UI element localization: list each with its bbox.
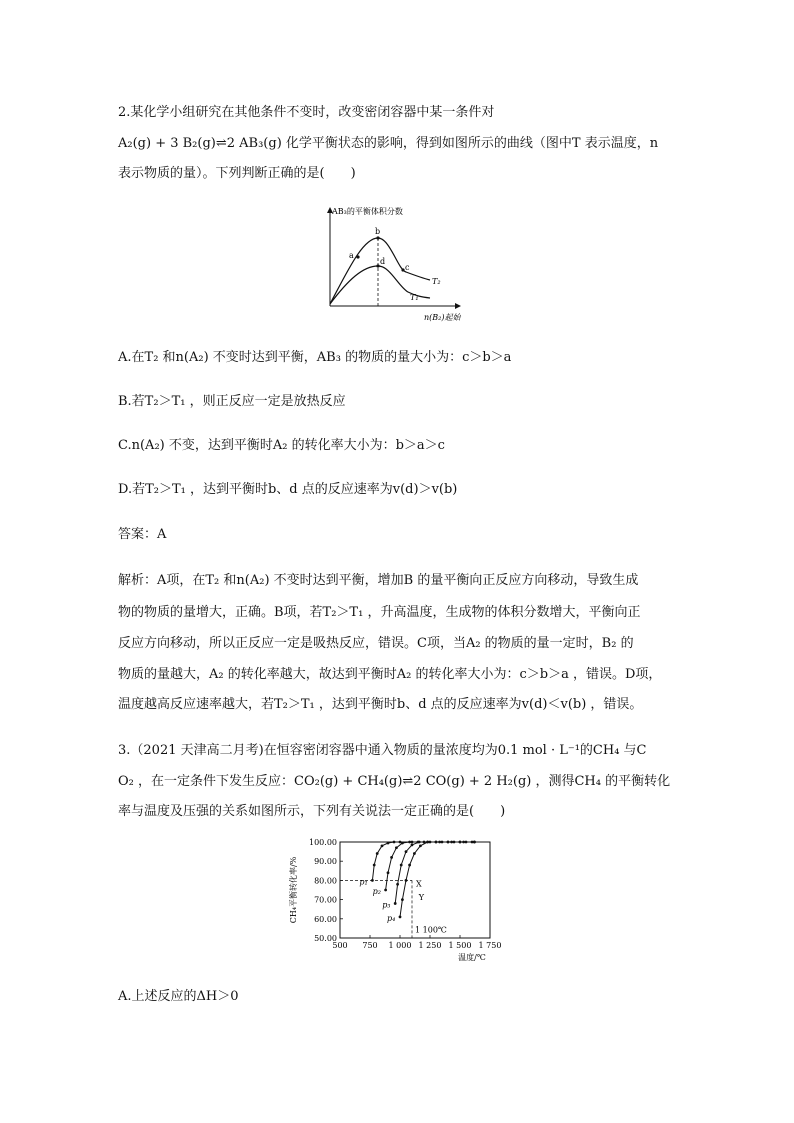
y-tick-label: 90.00 [314, 857, 337, 867]
series-point-p1 [393, 841, 396, 844]
q2-stem-line2: A₂(g) + 3 B₂(g)⇌2 AB₃(g) 化学平衡状态的影响，得到如图所示的曲线（图中T 表示温度，n [118, 136, 659, 151]
point-b [376, 236, 379, 239]
x-tick-label: 1 250 [418, 941, 442, 950]
series-point-p4 [426, 841, 429, 844]
equilibrium-curves-figure [318, 200, 478, 326]
q2-analysis-line1: 解析：A项，在T₂ 和n(A₂) 不变时达到平衡，增加B 的量平衡向正反应方向移动，导致生成 [118, 573, 639, 588]
series-point-p1 [399, 841, 402, 844]
series-point-p1 [387, 842, 390, 845]
point-a [356, 255, 359, 258]
series-label-p2: p₂ [372, 887, 381, 896]
series-label-p1: p₁ [359, 877, 368, 887]
q2-option-b: B.若T₂＞T₁ ，则正反应一定是放热反应 [118, 394, 346, 409]
series-label-p3: p₃ [382, 900, 391, 910]
q2-stem-line1: 2.某化学小组研究在其他条件不变时，改变密闭容器中某一条件对 [118, 105, 495, 120]
q2-stem-line3: 表示物质的量）。下列判断正确的是( ) [118, 166, 356, 181]
q2-analysis-line5: 温度越高反应速率越大，若T₂＞T₁ ，达到平衡时b、d 点的反应速率为v(d)＜v(b) ，错误。 [118, 697, 643, 712]
y-tick-label: 80.00 [314, 876, 337, 886]
q3-stem-line2: O₂ ，在一定条件下发生反应：CO₂(g) + CH₄(g)⇌2 CO(g) + 2 H₂(g) ，测得CH₄ 的平衡转化 [118, 774, 671, 789]
y-axis-label: AB₃的平衡体积分数 [332, 207, 403, 216]
q2-analysis-line3: 反应方向移动，所以正反应一定是吸热反应，错误。C项，当A₂ 的物质的量一定时，B₂ 的 [118, 636, 634, 651]
series-label-p4: p₄ [387, 913, 396, 923]
q2-option-d: D.若T₂＞T₁ ，达到平衡时b、d 点的反应速率为v(d)＞v(b) [118, 482, 458, 497]
x-tick-label: 1 000 [388, 941, 412, 950]
y-axis-label: CH₄平衡转化率/% [289, 856, 298, 924]
q3-option-a: A.上述反应的ΔH＞0 [118, 989, 239, 1004]
series-point-p1 [381, 844, 384, 847]
x-tick-label: 1 750 [478, 941, 502, 950]
annotation-temp: 1 100℃ [415, 925, 447, 935]
series-point-p1 [376, 852, 379, 855]
q2-option-a: A.在T₂ 和n(A₂) 不变时达到平衡，AB₃ 的物质的量大小为：c＞b＞a [118, 350, 512, 365]
label-t2: T₂ [432, 277, 441, 286]
series-point-p3 [400, 864, 403, 867]
series-point-p2 [387, 871, 390, 874]
series-point-p3 [396, 883, 399, 886]
series-point-p1 [371, 879, 374, 882]
series-point-p4 [447, 841, 450, 844]
series-point-p3 [418, 841, 421, 844]
plot-frame [340, 842, 490, 938]
series-point-p4 [419, 844, 422, 847]
q2-answer: 答案：A [118, 527, 167, 542]
series-point-p4 [459, 841, 462, 844]
label-a: a [349, 251, 354, 260]
x-tick-label: 750 [362, 941, 378, 950]
y-tick-label: 70.00 [314, 895, 337, 905]
series-line-p4 [400, 842, 474, 917]
y-tick-label: 100.00 [309, 838, 337, 847]
x-axis-label: n(B₂)起始 [424, 313, 461, 322]
series-point-p2 [390, 856, 393, 859]
q2-analysis-line2: 物的物质的量增大，正确。B项，若T₂＞T₁ ，升高温度，生成物的体积分数增大，平衡向正 [118, 605, 641, 620]
series-point-p4 [413, 852, 416, 855]
series-point-p1 [373, 864, 376, 867]
q2-analysis-line4: 物质的量越大，A₂ 的转化率越大，故达到平衡时A₂ 的转化率大小为：c＞b＞a ，错误。D项， [118, 667, 662, 682]
q2-option-c: C.n(A₂) 不变，达到平衡时A₂ 的转化率大小为：b＞a＞c [118, 438, 445, 453]
ch4-conversion-chart [280, 830, 510, 970]
label-c: c [405, 263, 410, 272]
series-point-p4 [405, 879, 408, 882]
x-tick-label: 1 500 [448, 941, 472, 950]
annotation-y: Y [418, 892, 425, 902]
annotation-x: X [416, 879, 422, 889]
series-point-p3 [411, 843, 414, 846]
series-point-p3 [394, 902, 397, 905]
label-b: b [375, 227, 381, 236]
series-point-p2 [408, 841, 411, 844]
series-point-p2 [401, 842, 404, 845]
series-point-p4 [435, 841, 438, 844]
x-axis-label: 温度/℃ [458, 953, 486, 962]
series-point-p4 [399, 915, 402, 918]
x-tick-label: 500 [332, 941, 348, 950]
q3-stem-line3: 率与温度及压强的关系如图所示，下列有关说法一定正确的是( ) [118, 804, 506, 819]
series-point-p4 [401, 898, 404, 901]
series-point-p2 [384, 889, 387, 892]
q3-stem-line1: 3.（2021 天津高二月考)在恒容密闭容器中通入物质的量浓度均为0.1 mol · L⁻¹的CH₄ 与C [118, 743, 647, 758]
series-point-p2 [395, 846, 398, 849]
label-d: d [380, 257, 386, 266]
series-point-p4 [408, 864, 411, 867]
label-t1: T₁ [410, 293, 419, 302]
series-line-p2 [386, 842, 475, 890]
series-point-p4 [473, 841, 476, 844]
series-point-p3 [405, 850, 408, 853]
y-tick-label: 50.00 [314, 934, 337, 943]
y-tick-label: 60.00 [314, 914, 337, 924]
